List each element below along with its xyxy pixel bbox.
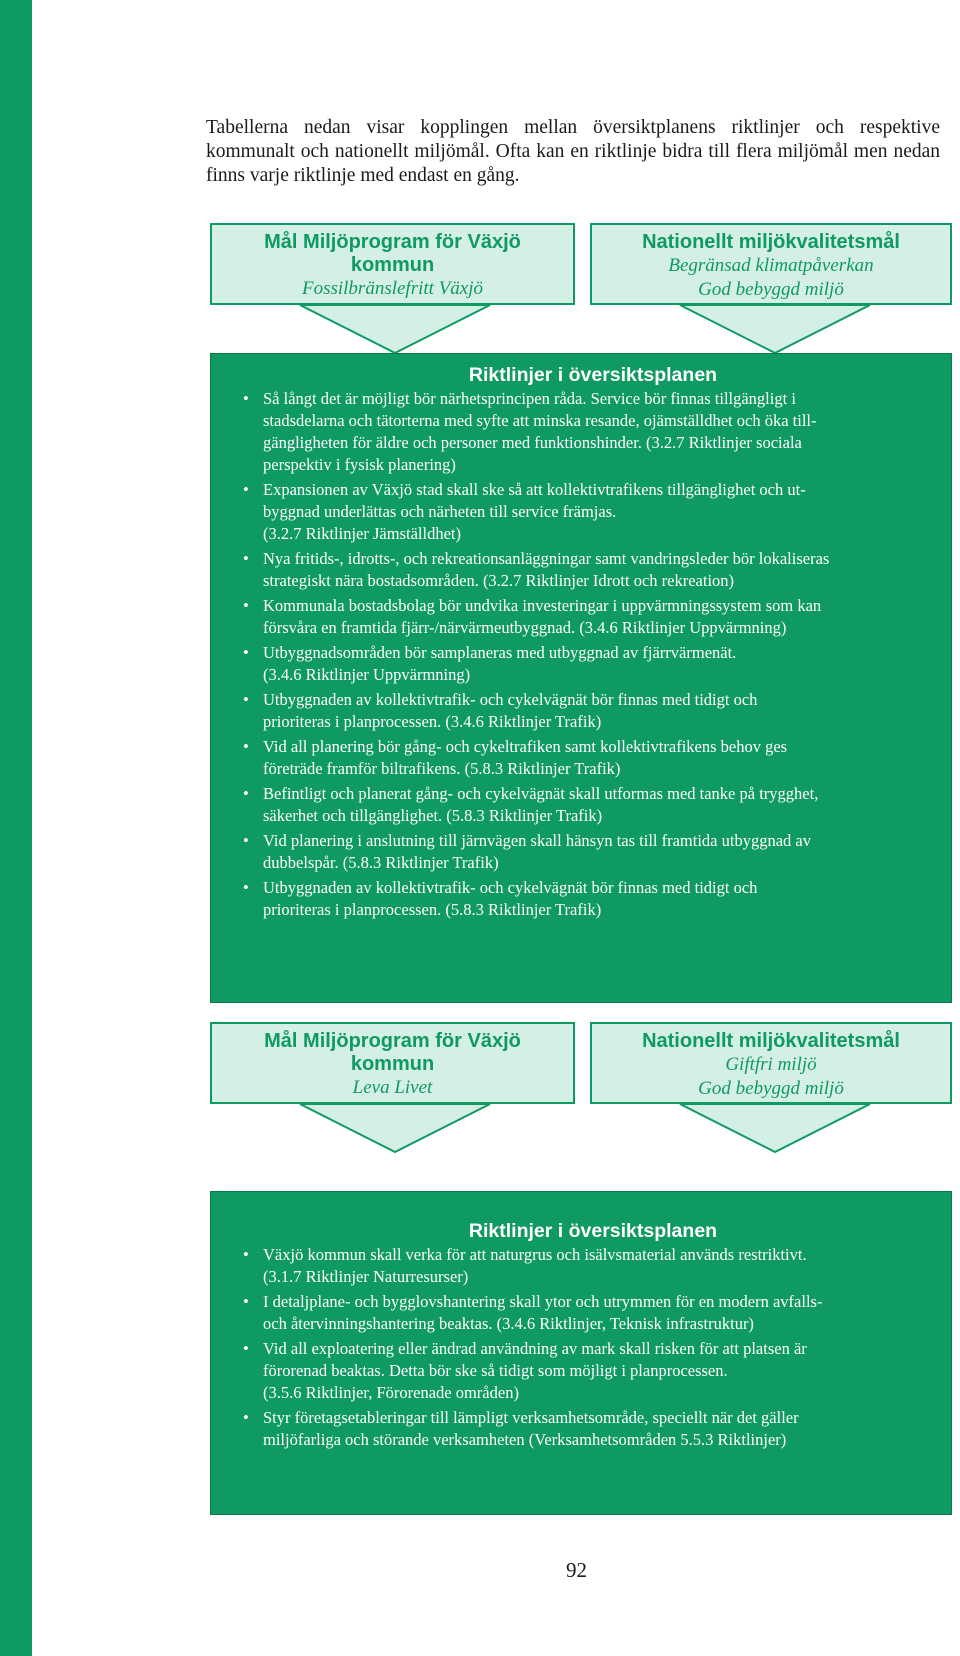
list-item [243, 548, 923, 592]
bullet-icon: • [243, 643, 249, 662]
guidelines-list [243, 388, 923, 921]
national-goal-box [590, 223, 952, 305]
bullet-icon: • [243, 1292, 249, 1311]
guidelines-title: Riktlinjer i översiktsplanen [468, 1220, 718, 1242]
guideline-text: Utbyggnaden av kollektivtrafik- och cykelvägnät bör finnas med tidigt och prioriteras i planprocessen. (5.8.3 Riktlinjer Trafik) [263, 878, 758, 919]
national-goal-box [590, 1022, 952, 1104]
guideline-text: Befintligt och planerat gång- och cykelvägnät skall utformas med tanke på trygghet, säkerhet och tillgänglighet. (5.8.3 Riktlinjer Trafik) [263, 784, 819, 825]
down-arrow-icon [300, 1104, 490, 1152]
list-item [243, 1338, 923, 1404]
guideline-text: Nya fritids-, idrotts-, och rekreationsanläggningar samt vandringsleder bör lokaliseras strategiskt nära bostadsområden. (3.2.7 Riktlinjer Idrott och rekreation) [263, 549, 830, 590]
down-arrow-icon [680, 305, 870, 353]
municipal-goal-name: Leva Livet [352, 1077, 433, 1098]
national-goal-name-2: God bebyggd miljö [698, 1078, 844, 1099]
guidelines-box [210, 1191, 952, 1515]
bullet-icon: • [243, 690, 249, 709]
list-item [243, 1407, 923, 1451]
municipal-goal-title: Mål Miljöprogram för Växjö kommun [264, 1030, 521, 1075]
municipal-goal-title: Mål Miljöprogram för Växjö kommun [264, 231, 521, 276]
down-arrow-icon [680, 1104, 870, 1152]
down-arrow-icon [300, 305, 490, 353]
list-item [243, 642, 923, 686]
guideline-text: Kommunala bostadsbolag bör undvika investeringar i uppvärmningssystem som kan försvåra en framtida fjärr-/närvärmeutbyggnad. (3.4.6 Riktlinjer Uppvärmning) [263, 596, 822, 637]
guideline-text: Styr företagsetableringar till lämpligt verksamhetsområde, speciellt när det gäller miljöfarliga och störande verksamheten (Verksamhetsområden 5.5.3 Riktlinjer) [263, 1408, 799, 1449]
bullet-icon: • [243, 1408, 249, 1427]
national-goal-title: Nationellt miljökvalitetsmål [642, 1030, 900, 1052]
bullet-icon: • [243, 1339, 249, 1358]
guideline-text: Expansionen av Växjö stad skall ske så att kollektivtrafikens tillgänglighet och ut- byggnad underlättas och närheten till service främjas. (3.2.7 Riktlinjer Jämställdhet) [263, 480, 806, 543]
bullet-icon: • [243, 596, 249, 615]
guidelines-title: Riktlinjer i översiktsplanen [468, 364, 718, 386]
list-item [243, 479, 923, 545]
list-item [243, 1291, 923, 1335]
guideline-text: I detaljplane- och bygglovshantering skall ytor och utrymmen för en modern avfalls- och återvinningshantering beaktas. (3.4.6 Riktlinjer, Teknisk infrastruktur) [263, 1292, 823, 1333]
bullet-icon: • [243, 878, 249, 897]
bullet-icon: • [243, 1245, 249, 1264]
bullet-icon: • [243, 480, 249, 499]
guideline-text: Så långt det är möjligt bör närhetsprincipen råda. Service bör finnas tillgängligt i stadsdelarna och tätorterna med syfte att minska resande, ojämställdhet och öka till- gängligheten för äldre och personer med funktionshinder. (3.2.7 Riktlinjer sociala perspektiv i fysisk planering) [263, 389, 817, 474]
guideline-text: Vid planering i anslutning till järnvägen skall hänsyn tas till framtida utbyggnad av dubbelspår. (5.8.3 Riktlinjer Trafik) [263, 831, 811, 872]
guideline-text: Utbyggnaden av kollektivtrafik- och cykelvägnät bör finnas med tidigt och prioriteras i planprocessen. (3.4.6 Riktlinjer Trafik) [263, 690, 758, 731]
list-item [243, 1244, 923, 1288]
guidelines-box [210, 353, 952, 1003]
national-goal-name-1: Giftfri miljö [725, 1054, 817, 1075]
bullet-icon: • [243, 389, 249, 408]
list-item [243, 689, 923, 733]
bullet-icon: • [243, 737, 249, 756]
national-goal-title: Nationellt miljökvalitetsmål [642, 231, 900, 253]
list-item [243, 830, 923, 874]
bullet-icon: • [243, 549, 249, 568]
page-number: 92 [566, 1558, 587, 1582]
list-item [243, 736, 923, 780]
national-goal-name-2: God bebyggd miljö [698, 279, 844, 300]
municipal-goal-box [210, 1022, 575, 1104]
list-item [243, 783, 923, 827]
guideline-text: Växjö kommun skall verka för att naturgrus och isälvsmaterial används restriktivt. (3.1.7 Riktlinjer Naturresurser) [263, 1245, 807, 1286]
bullet-icon: • [243, 831, 249, 850]
guideline-text: Vid all planering bör gång- och cykeltrafiken samt kollektivtrafikens behov ges företräde framför biltrafikens. (5.8.3 Riktlinjer Trafik) [263, 737, 788, 778]
intro-paragraph: Tabellerna nedan visar kopplingen mellan översiktplanens riktlinjer och respektive kommunalt och nationellt miljömål. Ofta kan en riktlinje bidra till flera miljömål men nedan finns varje riktlinje med endast en gång. [206, 117, 940, 186]
national-goal-name-1: Begränsad klimatpåverkan [668, 255, 874, 276]
list-item [243, 388, 923, 476]
bullet-icon: • [243, 784, 249, 803]
side-color-bar [0, 0, 32, 1656]
guideline-text: Utbyggnadsområden bör samplaneras med utbyggnad av fjärrvärmenät. (3.4.6 Riktlinjer Uppvärmning) [263, 643, 737, 684]
guideline-text: Vid all exploatering eller ändrad användning av mark skall risken för att platsen är förorenad beaktas. Detta bör ske så tidigt som möjligt i planprocessen. (3.5.6 Riktlinjer, Förorenade områden) [263, 1339, 807, 1402]
list-item [243, 595, 923, 639]
guidelines-list [243, 1244, 923, 1451]
municipal-goal-name: Fossilbränslefritt Växjö [301, 278, 484, 299]
list-item [243, 877, 923, 921]
municipal-goal-box [210, 223, 575, 305]
